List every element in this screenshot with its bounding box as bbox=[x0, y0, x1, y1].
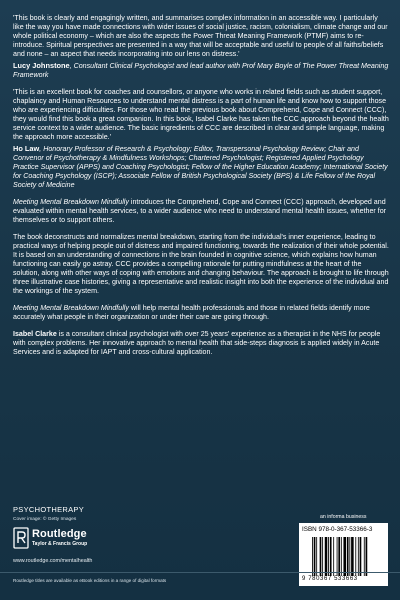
ebook-footer-note: Routledge titles are available as eBook editions in a range of digital formats bbox=[13, 578, 167, 583]
description-paragraph-3: Meeting Mental Breakdown Mindfully will help mental health professionals and those in related fields identify more accurately what people in their organization or under their care are going through. bbox=[13, 304, 370, 321]
endorser-role-2: , Honorary Professor of Research & Psychology; Editor, Transpersonal Psychology Review; Chair and Convenor of Psychotherapy & Mindfulness Workshops; Chartered Psychologist; Registered Applied Psychology Practice Supervisor (APPS) and Coaching Psychologist; Fellow of the Higher Education Academy; International Society for Coaching Psychology (ISCP); Associate Fellow of British Psychological Society (BPS) & Life Fellow of the Royal Society of Medicine bbox=[13, 145, 388, 189]
isbn-text: ISBN 978-0-367-53366-3 bbox=[302, 526, 373, 533]
footer-divider bbox=[0, 572, 400, 573]
barcode-icon bbox=[312, 537, 385, 576]
barcode-box bbox=[299, 523, 388, 586]
endorsement-attribution-2 bbox=[13, 144, 389, 190]
endorser-name-1: Lucy Johnstone bbox=[13, 61, 70, 70]
endorsement-attribution-1 bbox=[13, 61, 389, 80]
publisher-website: www.routledge.com/mentalhealth bbox=[13, 558, 93, 564]
publisher-group: Taylor & Francis Group bbox=[32, 541, 88, 547]
description-paragraph-2: The book deconstructs and normalizes mental breakdown, starting from the individual's inner experience, leading to practical ways of helping people out of distress and impaired functioning, towards the realization of their whole potential. It is based on an understanding of connections in the brain founded in cognitive science, which explains how human functioning can easily go astray. CCC provides a compelling rationale for putting mindfulness at the heart of the solution, along with other ways of coping with emotions and changing behaviour. The approach is brought to life through three illustrative case histories, giving a representative and realistic insight into both the experience of the individual and the workings of the system. bbox=[13, 233, 389, 295]
description-paragraph-1: Meeting Mental Breakdown Mindfully introduces the Comprehend, Cope and Connect (CCC) approach, developed and evaluated within mental health services, to a wider audience who need to understand mental health issues, whether for themselves or to support others. bbox=[13, 198, 387, 224]
subject-category: PSYCHOTHERAPY bbox=[13, 505, 84, 514]
author-name: Isabel Clarke bbox=[13, 330, 57, 338]
endorser-name-2: Ho Law bbox=[13, 144, 40, 153]
endorser-role-1: , Consultant Clinical Psychologist and lead author with Prof Mary Boyle of The Power Threat Meaning Framework bbox=[13, 62, 389, 79]
endorsement-quote-1: 'This book is clearly and engagingly written, and summarises complex information in an accessible way. I particularly like the way you have made connections with wider issues of social justice, racism, colonialism, climate change and our whole political economy – which are also the aspects the Power Threat Meaning Framework (PTMF) aims to re-introduce. Spiritual perspectives are presented in a way that will be acceptable and useful to people of all faiths/beliefs and none – an aspect that needs incorporating into our lens on distress.' bbox=[13, 14, 388, 58]
book-title-ref: Meeting Mental Breakdown Mindfully bbox=[13, 198, 129, 206]
cover-image-credit: Cover image: © Getty Images bbox=[13, 517, 77, 522]
publisher-name: Routledge bbox=[32, 528, 87, 540]
author-bio: Isabel Clarke is a consultant clinical psychologist with over 25 years' experience as a therapist in the NHS for people with complex problems. Her innovative approach to mental health that side-steps diagnosis is applied widely in Acute Services and is adapted for IAPT and cross-cultural application. bbox=[13, 330, 381, 356]
informa-tagline: an informa business bbox=[320, 514, 367, 520]
routledge-logo-icon bbox=[13, 527, 29, 549]
barcode-number: 9 780367 533663 bbox=[302, 576, 358, 582]
book-title-ref: Meeting Mental Breakdown Mindfully bbox=[13, 304, 129, 312]
endorsement-quote-2: 'This is an excellent book for coaches and counsellors, or anyone who works in related fields such as student support, chaplaincy and Human Resources to understand mental distress is a part of human life and know how to support those who are experiencing difficulties. For those who read the previous book about Comprehend, Cope and Connect (CCC), they would find this book a great companion. In this book, Isabel Clarke has taken the CCC approach beyond the health service context to a wider audience. The basic ingredients of CCC are described in clear and simple language, making the approach more accessible.' bbox=[13, 88, 389, 141]
back-cover-text bbox=[13, 14, 389, 365]
publisher-logo bbox=[13, 526, 133, 552]
